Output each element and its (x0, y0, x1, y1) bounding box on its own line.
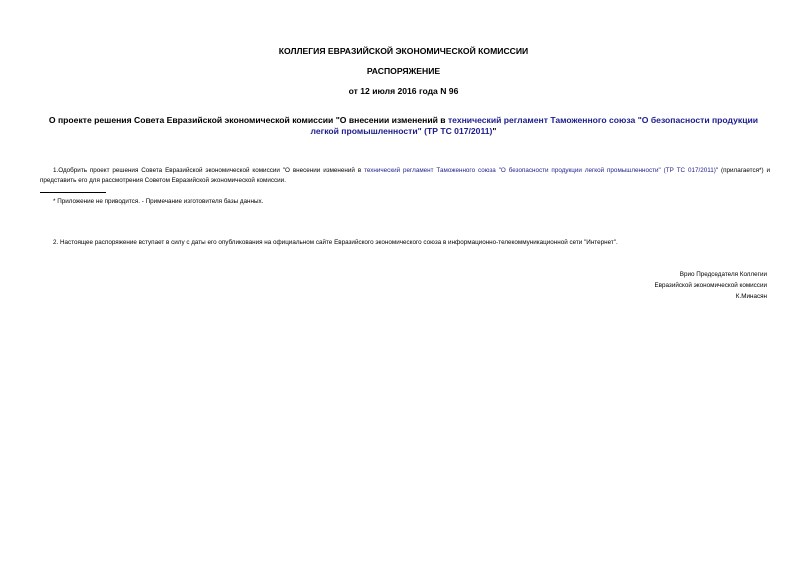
signatory-title: Врио Председателя Коллегии (679, 271, 767, 278)
subject-suffix: " (492, 126, 497, 136)
paragraph-1-suffix: " (прилагается*) и представить его для рассмотрения Советом Евразийской экономической комиссии. (40, 167, 770, 184)
paragraph-1-regulation-link[interactable]: технический регламент Таможенного союза "О безопасности продукции легкой промышленности" (ТР ТС 017/2011) (364, 167, 716, 174)
paragraph-2: 2. Настоящее распоряжение вступает в силу с даты его опубликования на официальном сайте Евразийского экономического союза в информационно-телекоммуникационной сети "Интернет". (53, 239, 618, 246)
document-subject (40, 115, 767, 137)
subject-regulation-link[interactable]: технический регламент Таможенного союза "О безопасности продукции легкой промышленности" (ТР ТС 017/2011) (310, 115, 759, 136)
signatory-name: К.Минасян (735, 293, 767, 300)
footnote: * Приложение не приводится. - Примечание изготовителя базы данных. (53, 198, 264, 205)
organization-heading: КОЛЛЕГИЯ ЕВРАЗИЙСКОЙ ЭКОНОМИЧЕСКОЙ КОМИССИИ (278, 46, 529, 56)
document-date: от 12 июля 2016 года N 96 (348, 86, 459, 96)
paragraph-1 (40, 166, 770, 186)
subject-prefix: О проекте решения Совета Евразийской экономической комиссии "О внесении изменений в (48, 115, 448, 125)
footnote-divider (40, 192, 106, 193)
document-type-heading: РАСПОРЯЖЕНИЕ (366, 66, 441, 76)
signatory-organization: Евразийской экономической комиссии (654, 282, 767, 289)
paragraph-1-prefix: 1.Одобрить проект решения Совета Евразийской экономической комиссии "О внесении изменений в (53, 167, 365, 174)
